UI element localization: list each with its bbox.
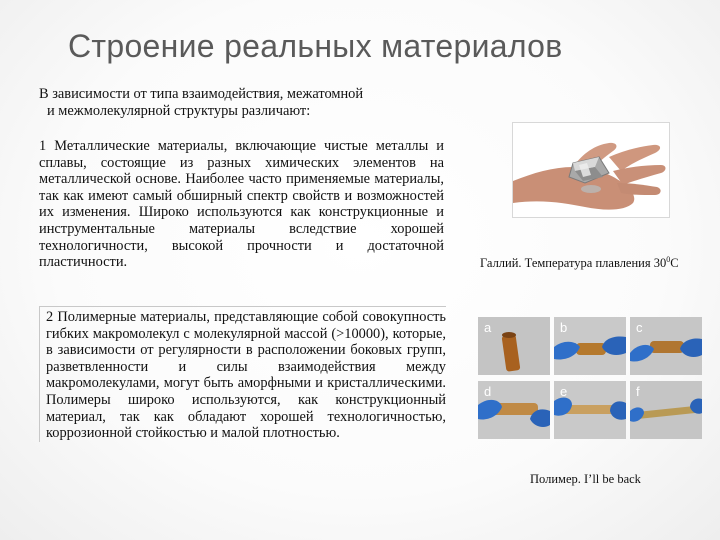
polymer-panel-f [630,381,702,439]
polymer-caption: Полимер. I’ll be back [530,472,641,486]
slide-title: Строение реальных материалов [68,28,563,64]
panel-label: a [484,320,492,335]
gallium-caption [480,255,679,271]
polymers-paragraph: 2 Полимерные материалы, представляющие собой совокупность гибких макромолекул с молекулярной массой (>10000), которые, в зависимости от регулярности в расположении боковых групп, разветвленности и силы взаимодействия между макромолекулами, могут быть аморфными и кристаллическими. Полимеры широко используются, как конструкционный материал, так как обладают хорошей технологичностью, коррозионной стойкостью и малой плотностью. [39,306,446,442]
intro-line-1: В зависимости от типа взаимодействия, межатомной [39,86,364,102]
hand-illustration [513,123,669,217]
gallium-caption-text: Галлий. Температура плавления 30 [480,256,667,271]
polymer-panel-d [478,381,550,439]
panel-label: d [484,384,492,399]
polymer-panel-a [478,317,550,375]
polymer-panel-b [554,317,626,375]
gallium-caption-unit: С [670,256,679,271]
polymer-panel-e [554,381,626,439]
polymer-photo-grid [478,317,702,443]
gallium-caption-degree: 0 [666,255,671,264]
panel-label: e [560,384,568,399]
panel-label: f [636,384,640,399]
stretched-polymer-image [630,381,702,439]
intro-text [39,86,449,119]
intro-line-2: и межмолекулярной структуры различают: [47,102,311,119]
metals-paragraph: 1 Металлические материалы, включающие чистые металлы и сплавы, состоящие из разных химических элементов на металлической основе. Наиболее часто применяемые материалы, так как имеют самый обширный спектр свойств и возможностей их изменения. Широко используются как конструкционные и инструментальные материалы вследствие хорошей технологичности, высокой прочности и достаточной пластичности. [39,138,444,271]
panel-label: b [560,320,568,335]
gallium-hand-photo [512,122,670,218]
panel-label: c [636,320,643,335]
polymer-panel-c [630,317,702,375]
